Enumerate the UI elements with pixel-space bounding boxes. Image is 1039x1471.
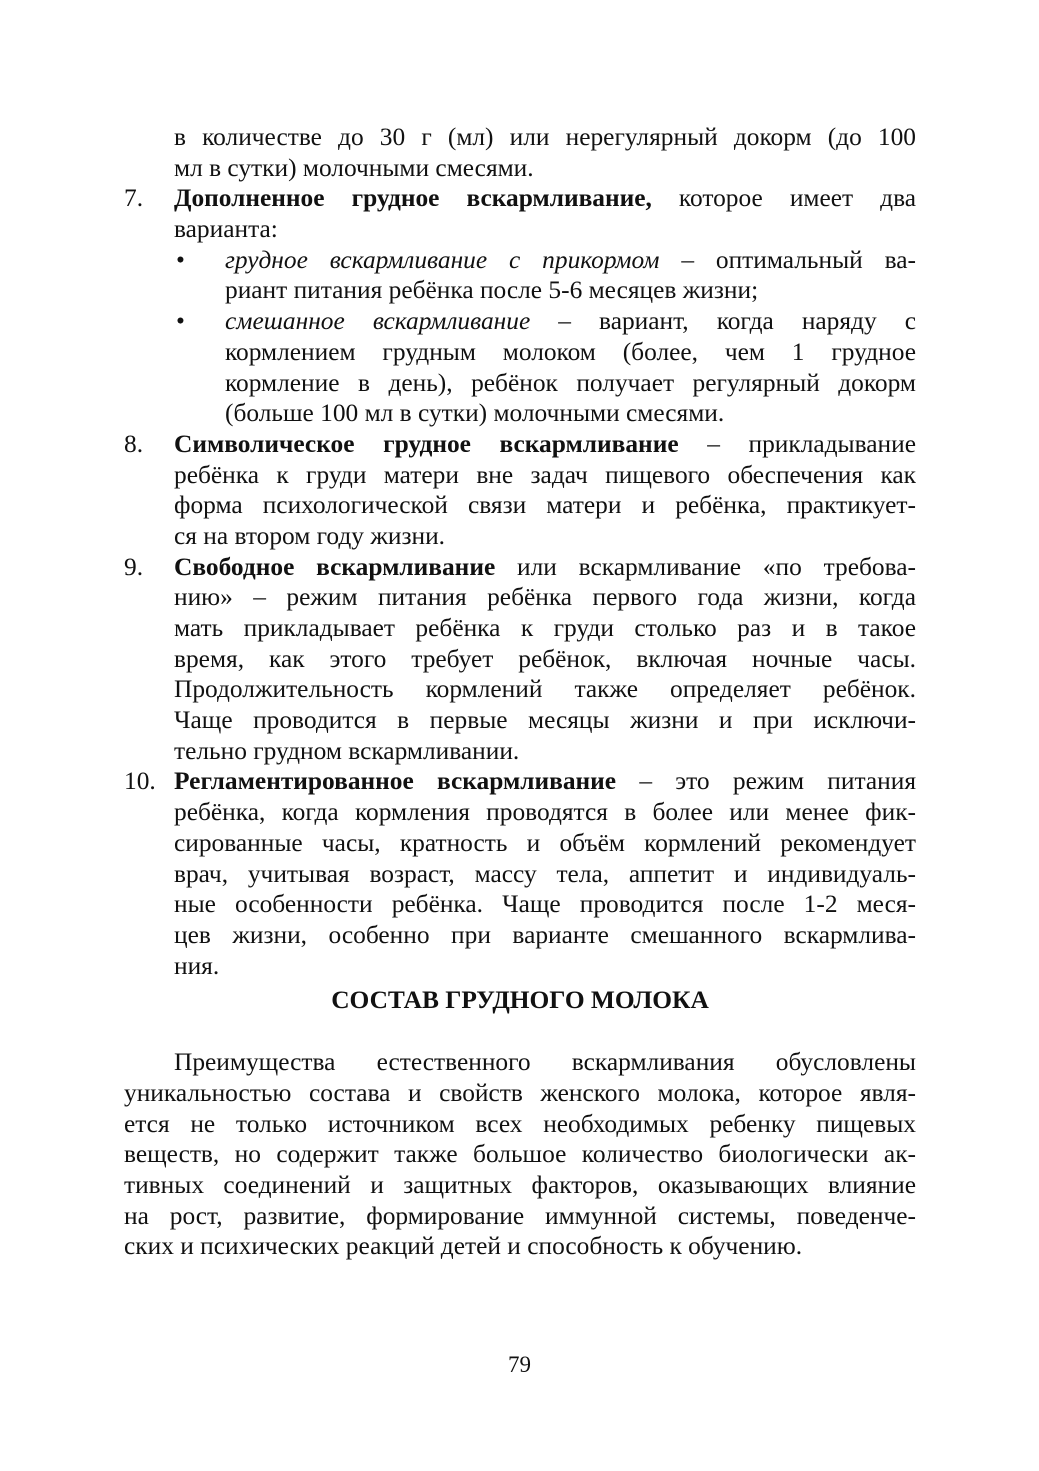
item-7-line-2: варианта: — [174, 215, 278, 244]
item-10-text: – это режим питания — [616, 767, 916, 796]
item-8-line-4: ся на втором году жизни. — [174, 521, 446, 550]
item-6-continuation-line-1: в количестве до 30 г (мл) или нерегулярный докорм (до 100 — [174, 123, 916, 151]
term-mixed-feeding: смешанное вскармливание — [225, 307, 531, 336]
item-6-continuation-line-2: мл в сутки) молочными смесями. — [174, 153, 534, 182]
list-item-7 — [124, 183, 916, 214]
item-9-line-5: Продолжительность кормлений также определяет ребёнок. — [174, 675, 916, 704]
item-10-line-4: врач, учитывая возраст, массу тела, аппетит и индивидуаль- — [174, 859, 916, 888]
bullet-item-2 — [124, 306, 916, 337]
list-number-9: 9. — [124, 552, 144, 581]
item-8-line-2: ребёнка к груди матери вне задач пищевого обеспечения как — [174, 460, 916, 489]
list-item-9 — [124, 552, 916, 583]
item-9-line-7: тельно грудном вскармливании. — [174, 736, 520, 765]
term-supplemented-breastfeeding: Дополненное грудное вскармливание, — [174, 184, 652, 213]
paragraph-line-6: на рост, развитие, формирование иммунной системы, поведенче- — [124, 1201, 916, 1230]
item-10-line-6: цев жизни, особенно при варианте смешанного вскармлива- — [174, 920, 916, 949]
section-heading: СОСТАВ ГРУДНОГО МОЛОКА — [331, 986, 709, 1015]
bullet-item-1 — [124, 245, 916, 276]
term-breastfeeding-with-complementary: грудное вскармливание с прикормом — [225, 245, 660, 274]
page-body — [124, 122, 916, 1262]
paragraph-line-3: ется не только источником всех необходимых ребенку пищевых — [124, 1109, 916, 1138]
paragraph-line-2: уникальностью состава и свойств женского молока, которое явля- — [124, 1078, 916, 1107]
page-number: 79 — [508, 1352, 531, 1377]
item-10-line-5: ные особенности ребёнка. Чаще проводится после 1-2 меся- — [174, 890, 916, 919]
item-9-line-2: нию» – режим питания ребёнка первого года жизни, когда — [174, 583, 916, 612]
item-9-line-4: время, как этого требует ребёнок, включая ночные часы. — [174, 644, 916, 673]
paragraph-line-1: Преимущества естественного вскармливания обусловлены — [174, 1048, 916, 1077]
item-7-text: которое имеет два — [651, 184, 916, 213]
bullet-icon: • — [176, 307, 185, 336]
bullet-2-text: – вариант, когда наряду с — [530, 307, 917, 336]
item-10-line-3: сированные часы, кратность и объём кормлений рекомендует — [174, 828, 916, 857]
item-10-line-7: ния. — [174, 951, 220, 980]
list-number-8: 8. — [124, 429, 144, 458]
item-9-line-6: Чаще проводится в первые месяцы жизни и при исключи- — [174, 706, 916, 735]
term-free-feeding: Свободное вскармливание — [174, 552, 496, 581]
paragraph-line-4: веществ, но содержит также большое количество биологически ак- — [124, 1140, 916, 1169]
item-8-text: – прикладывание — [678, 429, 916, 458]
paragraph-line-5: тивных соединений и защитных факторов, оказывающих влияние — [124, 1171, 916, 1199]
item-9-line-3: мать прикладывает ребёнка к груди столько раз и в такое — [174, 614, 916, 642]
paragraph-line-7: ских и психических реакций детей и способность к обучению. — [124, 1232, 803, 1261]
item-9-text: или вскармливание «по требова- — [495, 552, 916, 581]
bullet-2-line-4: (больше 100 мл в сутки) молочными смесями. — [225, 399, 725, 428]
bullet-icon: • — [176, 245, 185, 274]
item-10-line-2: ребёнка, когда кормления проводятся в более или менее фик- — [174, 798, 916, 827]
bullet-2-line-2: кормлением грудным молоком (более, чем 1 грудное — [225, 337, 916, 366]
list-number-7: 7. — [124, 184, 144, 213]
bullet-1-line-2: риант питания ребёнка после 5-6 месяцев жизни; — [225, 276, 759, 305]
item-8-line-3: форма психологической связи матери и ребёнка, практикует- — [174, 491, 916, 520]
bullet-1-text: – оптимальный ва- — [659, 245, 916, 274]
list-number-10: 10. — [124, 767, 156, 796]
term-symbolic-breastfeeding: Символическое грудное вскармливание — [174, 429, 679, 458]
list-item-8 — [124, 429, 916, 460]
bullet-2-line-3: кормление в день), ребёнок получает регулярный докорм — [225, 368, 916, 397]
list-item-10 — [124, 766, 916, 797]
term-regulated-feeding: Регламентированное вскармливание — [174, 767, 617, 796]
